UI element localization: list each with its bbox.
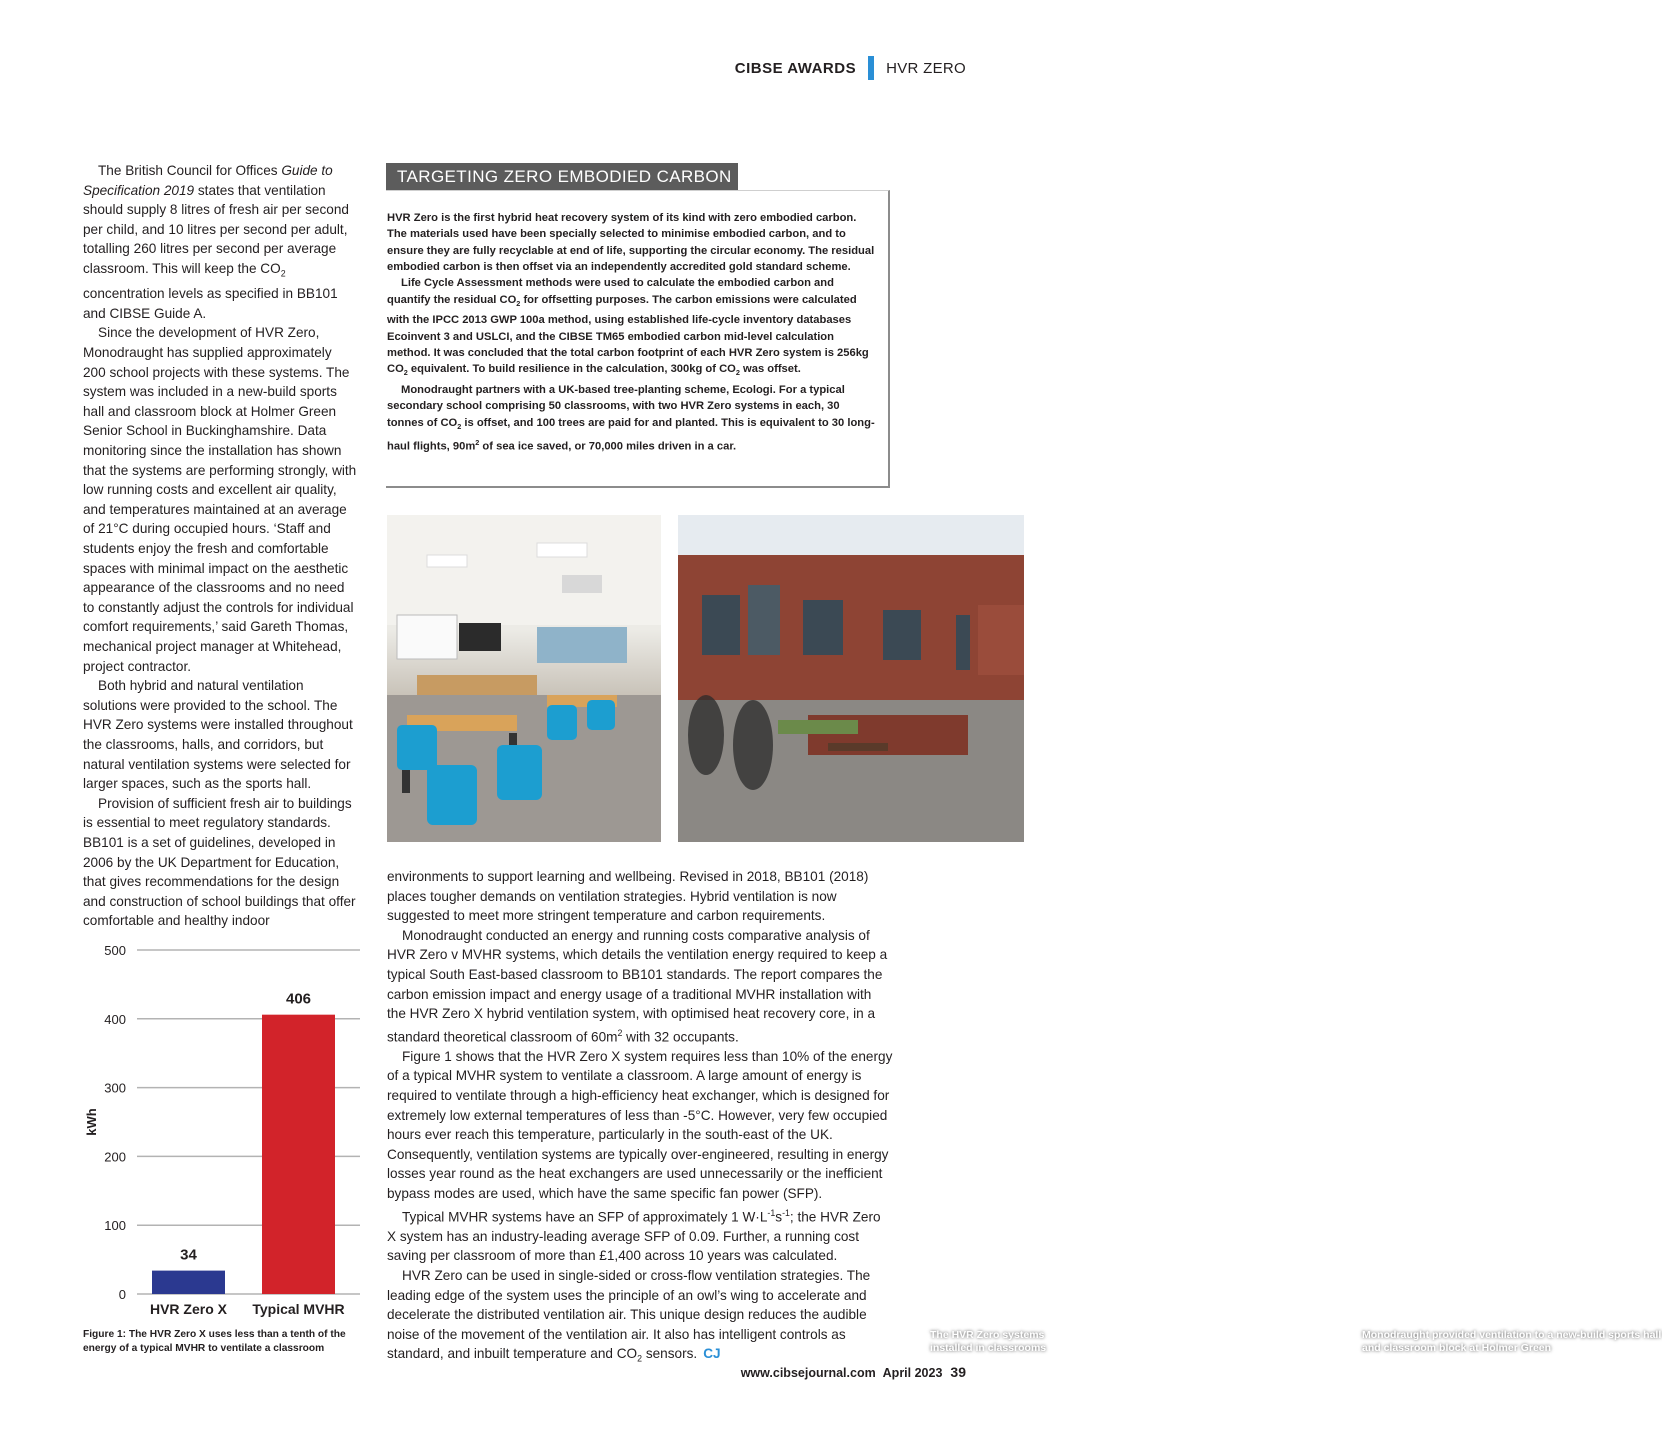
data-label: 34 [180, 1246, 197, 1264]
bar-2 [262, 1015, 335, 1294]
y-tick-label: 100 [104, 1218, 126, 1234]
right-column-text [387, 867, 893, 1370]
right-column-paragraph: Typical MVHR systems have an SFP of approximately 1 $W\cdot L^{-1}s^{-1}$; the HVR Zero X system has an industry-leading average SFP of 0.09. Further, a running cost saving per classroom of more than £1,400 across 10 years was calculated. [387, 1207, 881, 1264]
section-label: CIBSE AWARDS [734, 59, 857, 77]
page-number: 39 [950, 1364, 966, 1380]
category-label: Typical MVHR [252, 1301, 345, 1317]
page-footer [741, 1364, 966, 1380]
y-tick-label: 0 [118, 1287, 126, 1302]
right-column-paragraph: HVR Zero can be used in single-sided or cross-flow ventilation strategies. The leading edge of the system uses the principle of an owl’s wing to accelerate and decelerate the distributed ventilation air. This unique design reduces the audible noise of the movement of the ventilation air. It also has intelligent controls as standard, and inbuilt temperature and $CO_2$ sensors. CJ [387, 1267, 871, 1365]
left-column-paragraph: Both hybrid and natural ventilation solutions were provided to the school. The HVR Zero systems were installed throughout the classrooms, halls, and corridors, but natural ventilation systems were selected for larger spaces, such as the sports hall. [83, 678, 353, 792]
figure-caption: Figure 1: The HVR Zero X uses less than a tenth of the energy of a typical MVHR to ventilate a classroom [83, 1329, 346, 1354]
footer-issue: April 2023 [882, 1366, 943, 1380]
sidebar-box-title: TARGETING ZERO EMBODIED CARBON [386, 163, 738, 191]
right-column-paragraph: Figure 1 shows that the HVR Zero X system requires less than 10% of the energy of a typical MVHR system to ventilate a classroom. A large amount of energy is required to ventilate through a high-efficiency heat exchanger, which is designed for extremely low external temperatures of less than -5°C. However, very few occupied hours ever reach this temperature, particularly in the south-east of the UK. Consequently, ventilation systems are typically over-engineered, resulting in energy losses year round as the heat exchangers are used unnecessarily or the inefficient bypass modes are used, which have the same specific fan power (SFP). [387, 1048, 893, 1202]
left-column-paragraph: The British Council for Offices Guide to Specification 2019 states that ventilation should supply 8 litres of fresh air per second per child, and 10 litres per second per adult, totalling 260 litres per second per average classroom. This will keep the $CO_2$ concentration levels as specified in BB101 and CIBSE Guide A. [83, 163, 349, 321]
left-column-paragraph: Provision of sufficient fresh air to buildings is essential to meet regulatory standards. BB101 is a set of guidelines, developed in 2006 by the UK Department for Education, that gives recommendations for the design and construction of school buildings that offer comfortable and healthy indoor [83, 795, 356, 929]
right-column-paragraph: Monodraught conducted an energy and running costs comparative analysis of HVR Zero v MVHR systems, which details the ventilation energy required to keep a typical South East-based classroom to BB101 standards. The report compares the carbon emission impact and energy usage of a traditional MVHR installation with the HVR Zero X hybrid ventilation system, with optimised heat recovery core, in a standard theoretical classroom of $60m^2$ with 32 occupants. [387, 927, 888, 1045]
classroom-illustration [387, 515, 661, 842]
topic-label: HVR ZERO [886, 59, 966, 77]
y-axis-label: kWh [84, 1108, 99, 1136]
exterior-caption: Monodraught provided ventilation to a new-build sports hall and classroom block at Holmer Green [1362, 1329, 1662, 1354]
end-mark: CJ [703, 1346, 721, 1362]
classroom-caption: The HVR Zero systems installed in classrooms [930, 1329, 1047, 1354]
left-column-paragraph: Since the development of HVR Zero, Monodraught has supplied approximately 200 school projects with these systems. The system was included in a new-build sports hall and classroom block at Holmer Green Senior School in Buckinghamshire. Data monitoring since the installation has shown that the systems are performing strongly, with low running costs and excellent air quality, and temperatures maintained at an average of 21°C during occupied hours. ‘Staff and students enjoy the fresh and comfortable spaces with minimal impact on the aesthetic appearance of the classrooms and no need to constantly adjust the controls for individual comfort requirements,’ said Gareth Thomas, mechanical project manager at Whitehead, project contractor. [83, 325, 357, 674]
chart-svg [80, 940, 360, 1320]
energy-bar-chart [80, 940, 360, 1320]
footer-url: www.cibsejournal.com [740, 1366, 876, 1380]
y-tick-label: 500 [104, 943, 126, 958]
box-paragraph: Life Cycle Assessment methods were used to calculate the embodied carbon and quantify the residual $CO_2$ for offsetting purposes. The carbon emissions were calculated with the IPCC 2013 GWP 100a method, using established life-cycle inventory databases Ecoinvent 3 and USLCI, and the CIBSE TM65 embodied carbon mid-level calculation method. It was concluded that the total carbon footprint of each HVR Zero system is 256kg $CO_2$ equivalent. To build resilience in the calculation, 300kg of $CO_2$ was offset. [387, 277, 869, 378]
left-column-text [83, 161, 358, 931]
data-label: 406 [285, 990, 312, 1008]
bar-1 [152, 1271, 225, 1294]
y-tick-label: 300 [104, 1080, 126, 1096]
y-tick-label: 400 [104, 1011, 126, 1027]
exterior-illustration [678, 515, 1024, 842]
sidebar-box-body [387, 210, 879, 455]
y-tick-label: 200 [104, 1149, 126, 1165]
header-divider [868, 56, 874, 80]
page-header [735, 56, 966, 80]
box-paragraph: Monodraught partners with a UK-based tree-planting scheme, Ecologi. For a typical secondary school comprising 50 classrooms, with two HVR Zero systems in each, 30 tonnes of $CO_2$ is offset, and 100 trees are paid for and planted. This is equivalent to 30 long-haul flights, $90m^2$ of sea ice saved, or 70,000 miles driven in a car. [387, 383, 875, 453]
category-label: HVR Zero X [149, 1301, 228, 1317]
right-column-paragraph: environments to support learning and wellbeing. Revised in 2018, BB101 (2018) places tougher demands on ventilation strategies. Hybrid ventilation is now suggested to meet more stringent temperature and carbon requirements. [387, 869, 869, 924]
box-paragraph: HVR Zero is the first hybrid heat recovery system of its kind with zero embodied carbon. The materials used have been specially selected to minimise embodied carbon, and to ensure they are fully recyclable at end of life, supporting the circular economy. The residual embodied carbon is then offset via an independently accredited gold standard scheme. [387, 212, 875, 274]
